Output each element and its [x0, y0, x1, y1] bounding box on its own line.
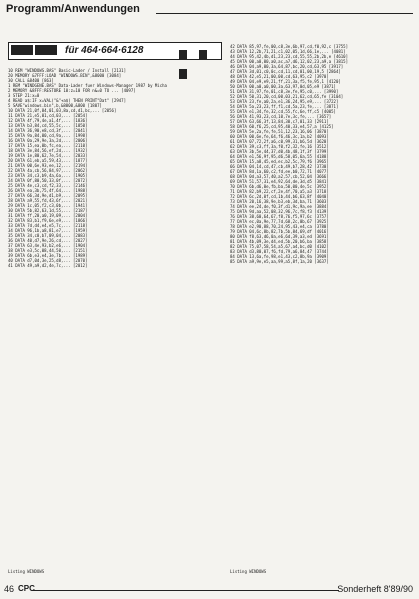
right-listing [230, 44, 414, 564]
code-line: 11 DATA 21,e5,01,cd,03,... [2054] [8, 113, 88, 118]
disk-icons [179, 45, 217, 55]
banner-block [35, 45, 57, 55]
code-line: 57 DATA 63,66,3f,13,84,30,c7,01,33 [2911] [230, 119, 329, 124]
code-line: 24 DATA 0f,80,50,33,0f,... [2072] [8, 178, 88, 183]
code-line: 62 DATA 39,c3,ff,3a,f0,f2,32,fe,16 [3512] [230, 144, 329, 149]
code-line: 64 DATA e1,56,9f,95,d6,58,05,6a,55 [4188] [230, 154, 329, 159]
code-line: 38 DATA e3,5c,08,44,50,... [2151] [8, 248, 88, 253]
code-line: 22 DATA 4a,cb,56,84,97,... [2062] [8, 168, 88, 173]
code-line: 48 DATA 42,e5,21,00,00,cd,63,95,c2 [3970] [230, 74, 329, 79]
code-line: 72 DATA 6c,2d,0f,cd,1b,44,b6,63,8f [4040] [230, 194, 329, 199]
code-line: 79 DATA 04,6c,8b,82,7b,5b,84,69,df [4016] [230, 229, 329, 234]
code-line: 17 DATA 15,ea,0b,fc,ea,... [2110] [8, 143, 88, 148]
code-line: 30 CALL &8400 [863] [8, 78, 54, 83]
page-footer [0, 583, 419, 597]
code-line: 44 DATA 95,42,4b,d1,23,23,cd,55,55,2b,2b,e [4610] [230, 54, 349, 59]
code-line: 36 DATA 40,d7,9e,26,cd,... [2027] [8, 238, 88, 243]
code-line: 30 DATA 5b,82,63,1d,55,... [2187] [8, 208, 88, 213]
code-line: 5 SAVE"windows.bin",b,&8000,&800 [1807] [8, 103, 102, 108]
code-line: 70 DATA 6b,d6,0e,fb,ba,50,00,4e,5c [3952] [230, 184, 329, 189]
disk-icon [179, 50, 187, 60]
code-line: 66 DATA 04,14,cd,47,cb,49,b7,28,42 [3730] [230, 164, 329, 169]
platform-banner [8, 42, 222, 60]
code-line: 51 DATA 31,97,fe,01,c8,3e,fe,95,c0,... [3990] [230, 89, 339, 94]
code-line: 28 DATA a9,55,fd,43,6f,... [2021] [8, 198, 88, 203]
code-line: 45 DATA 00,a0,00,a0,ac,a7,d6,12,02,23,a9,a [3815] [230, 59, 349, 64]
page-number: 46 [4, 584, 15, 594]
code-line: 26 DATA ea,3b,75,4f,64,... [1988] [8, 188, 88, 193]
code-line: 35 DATA 34,c0,b7,09,04,... [2083] [8, 233, 88, 238]
left-listing [8, 68, 220, 568]
code-line: 81 DATA 4b,09,3e,d4,ed,5b,20,b6,ba [3858] [230, 239, 329, 244]
code-line: 59 DATA 5e,2a,fe,fe,51,12,23,16,06 [3870] [230, 129, 329, 134]
code-line: 34 DATA 96,1b,a8,81,e7,... [1959] [8, 228, 88, 233]
code-line: 20 DATA 61,eb,a5,59,43,... [1877] [8, 158, 88, 163]
code-line: 14 DATA 36,90,e8,cd,3f,... [2041] [8, 128, 88, 133]
code-line: 82 DATA 75,07,58,54,a5,67,a4,bc,d0 [4102] [230, 244, 329, 249]
code-line: 40 DATA d7,0d,3e,25,d8,... [2070] [8, 258, 88, 263]
issue-label: Sonderheft 8'89/90 [337, 584, 413, 594]
footer-rule [32, 590, 339, 591]
code-line: 47 DATA 3d,01,c0,0c,cd,11,cd,01,00,19,5 [2864] [230, 69, 341, 74]
code-line: 15 DATA 9a,84,00,cd,9a,... [1998] [8, 133, 88, 138]
code-line: 23 DATA 34,c3,b9,4a,6a,... [1905] [8, 173, 88, 178]
code-line: 2 MEMORY &8FFF:RESTORE 10:z=10 FOR n&=0 TO ... [4097] [8, 88, 136, 93]
code-line: 39 DATA 6b,e3,e4,3e,7b,... [1989] [8, 253, 88, 258]
code-line: 10 DATA 21,0f,84,01,03,8a,cd,d1,bc,... [2056] [8, 108, 117, 113]
code-line: 31 DATA ff,20,a0,19,09,... [2004] [8, 213, 88, 218]
code-line: 37 DATA 63,4e,93,b2,e6,... [1904] [8, 243, 88, 248]
code-line: 77 DATA ec,0a,9e,77,7d,68,2c,0b,67 [3925] [230, 219, 329, 224]
banner-title: für 464·664·6128 [65, 45, 144, 56]
code-line: 67 DATA 8d,1a,60,c2,fd,ee,b0,72,71 [4077] [230, 169, 329, 174]
code-line: 16 DATA 0a,29,9e,3a,2d,... [2006] [8, 138, 88, 143]
code-line: 42 DATA 85,97,fe,00,c8,3e,6b,97,cd,f0,92,c [3755] [230, 44, 349, 49]
code-line: 41 DATA 49,a9,d2,4e,7c,... [2012] [8, 263, 88, 268]
left-listing-caption: Listing WINDOWS [8, 569, 45, 574]
code-line: 3 STEP 21:x=0 [8, 93, 40, 98]
brand-logo: CPC [18, 584, 35, 593]
code-line: 46 DATA 04,a9,00,3a,64,87,bc,20,cd,63,95 [3917] [230, 64, 344, 69]
code-line: 54 DATA 5a,23,23,ff,f1,cd,5a,23,fe,... [3871] [230, 104, 339, 109]
code-line: 71 DATA 82,b9,22,cf,2e,4f,70,a5,a3 [3718] [230, 189, 329, 194]
code-line: 10 REM "WINDOWS.BAS" Basic-Lader / Install [2131] [8, 68, 127, 73]
banner-block [11, 45, 33, 55]
code-line: 13 DATA b3,84,cd,55,5c,... [1850] [8, 123, 88, 128]
code-line: 21 DATA 00,6e,93,ee,12,... [2194] [8, 163, 88, 168]
disk-icon [199, 50, 207, 60]
code-line: 32 DATA 83,b1,f9,6e,e9,... [1866] [8, 218, 88, 223]
code-line: 84 DATA 13,6a,fe,98,e1,43,c2,8b,9a [3909] [230, 254, 329, 259]
code-line: 33 DATA 7d,d4,e4,e5,7c,... [2118] [8, 223, 88, 228]
code-line: 83 DATA d3,80,07,f6,fd,79,a6,84,47 [3744] [230, 249, 329, 254]
code-line: 52 DATA 50,31,20,cd,00,03,21,62,cd,65,fe [3104] [230, 94, 344, 99]
code-line: 74 DATA ee,24,de,f0,3f,d1,9c,9a,ee [3884] [230, 204, 329, 209]
code-line: 1 REM "WINDGENE.BAS" Data-Lader fuer Windows-Manager 1987 by Micha [8, 83, 167, 88]
code-line: 19 DATA 1e,80,62,7e,54,... [2033] [8, 153, 88, 158]
code-line: 18 DATA 3e,84,56,ef,2d,... [1932] [8, 148, 88, 153]
code-line: 56 DATA 41,93,23,cd,10,7e,3c,fe,... [3657] [230, 114, 332, 119]
code-line: 85 DATA a9,9e,e5,aa,99,a5,8f,1a,20 [3637] [230, 259, 329, 264]
code-line: 73 DATA 20,16,38,9e,b3,eb,3d,ba,71 [3603] [230, 199, 329, 204]
code-line: 78 DATA e2,90,88,70,24,95,43,e4,ca [3780] [230, 224, 329, 229]
code-line: 12 DATA 4f,79,4e,a1,4f,... [1836] [8, 118, 88, 123]
code-line: 20 MEMORY &7FFF:LOAD "WINDOWS.BIN",&8000 [3084] [8, 73, 122, 78]
code-line: 49 DATA 04,e9,e9,21,ff,21,3a,f5,fe,95,1 [4120] [230, 79, 341, 84]
code-line: 55 DATA e1,34,fe,32,cd,55,fc,6e,ff,c5 [4005] [230, 109, 336, 114]
code-line: 27 DATA 66,3d,9e,d1,b9,... [2095] [8, 193, 88, 198]
right-listing-caption: Listing WINDOWS [230, 569, 267, 574]
code-line: 50 DATA 00,a0,a0,00,3a,63,97,0d,05,e9 [3871] [230, 84, 336, 89]
code-line: 53 DATA 23,fe,a0,2a,e1,36,24,95,e9,... [3722] [230, 99, 339, 104]
code-line: 63 DATA 3b,5e,44,37,d0,4b,48,1f,3f [3799] [230, 149, 329, 154]
code-line: 75 DATA 9d,aa,52,08,32,96,7c,f8,f3 [4139] [230, 209, 329, 214]
code-line: 43 DATA 12,2b,71,21,c1,02,05,1d,66,1e,... [4081] [230, 49, 346, 54]
code-line: 65 DATA 15,a8,45,ed,ec,b2,5c,79,f6 [3965] [230, 159, 329, 164]
code-line: 60 DATA 00,6e,fe,64,f6,46,3c,1a,b2 [4093] [230, 134, 329, 139]
code-line: 4 READ a$:IF x=VAL("&"+a$) THEN PRINT"Dat" [2947] [8, 98, 127, 103]
code-line: 61 DATA 07,72,2f,a6,c0,99,31,b6,5d [3620] [230, 139, 329, 144]
section-title: Programm/Anwendungen [6, 3, 140, 15]
page-header [6, 3, 413, 17]
code-line: 76 DATA 38,60,64,67,f8,76,f5,97,6c [3757] [230, 214, 329, 219]
code-line: 29 DATA 1c,05,f2,c3,0b,... [1941] [8, 203, 88, 208]
header-rule [156, 13, 413, 14]
code-line: 58 DATA 60,f6,25,cd,95,40,33,e4,57,a [4125] [230, 124, 334, 129]
code-line: 69 DATA 51,57,31,e4,92,64,de,3d,d5 [3841] [230, 179, 329, 184]
code-line: 68 DATA 0d,a3,57,40,a2,57,cb,52,04 [3666] [230, 174, 329, 179]
code-line: 80 DATA f8,63,d6,0a,e6,6d,39,a3,ed [3691] [230, 234, 329, 239]
code-line: 25 DATA 4e,c3,cd,f2,33,... [2146] [8, 183, 88, 188]
